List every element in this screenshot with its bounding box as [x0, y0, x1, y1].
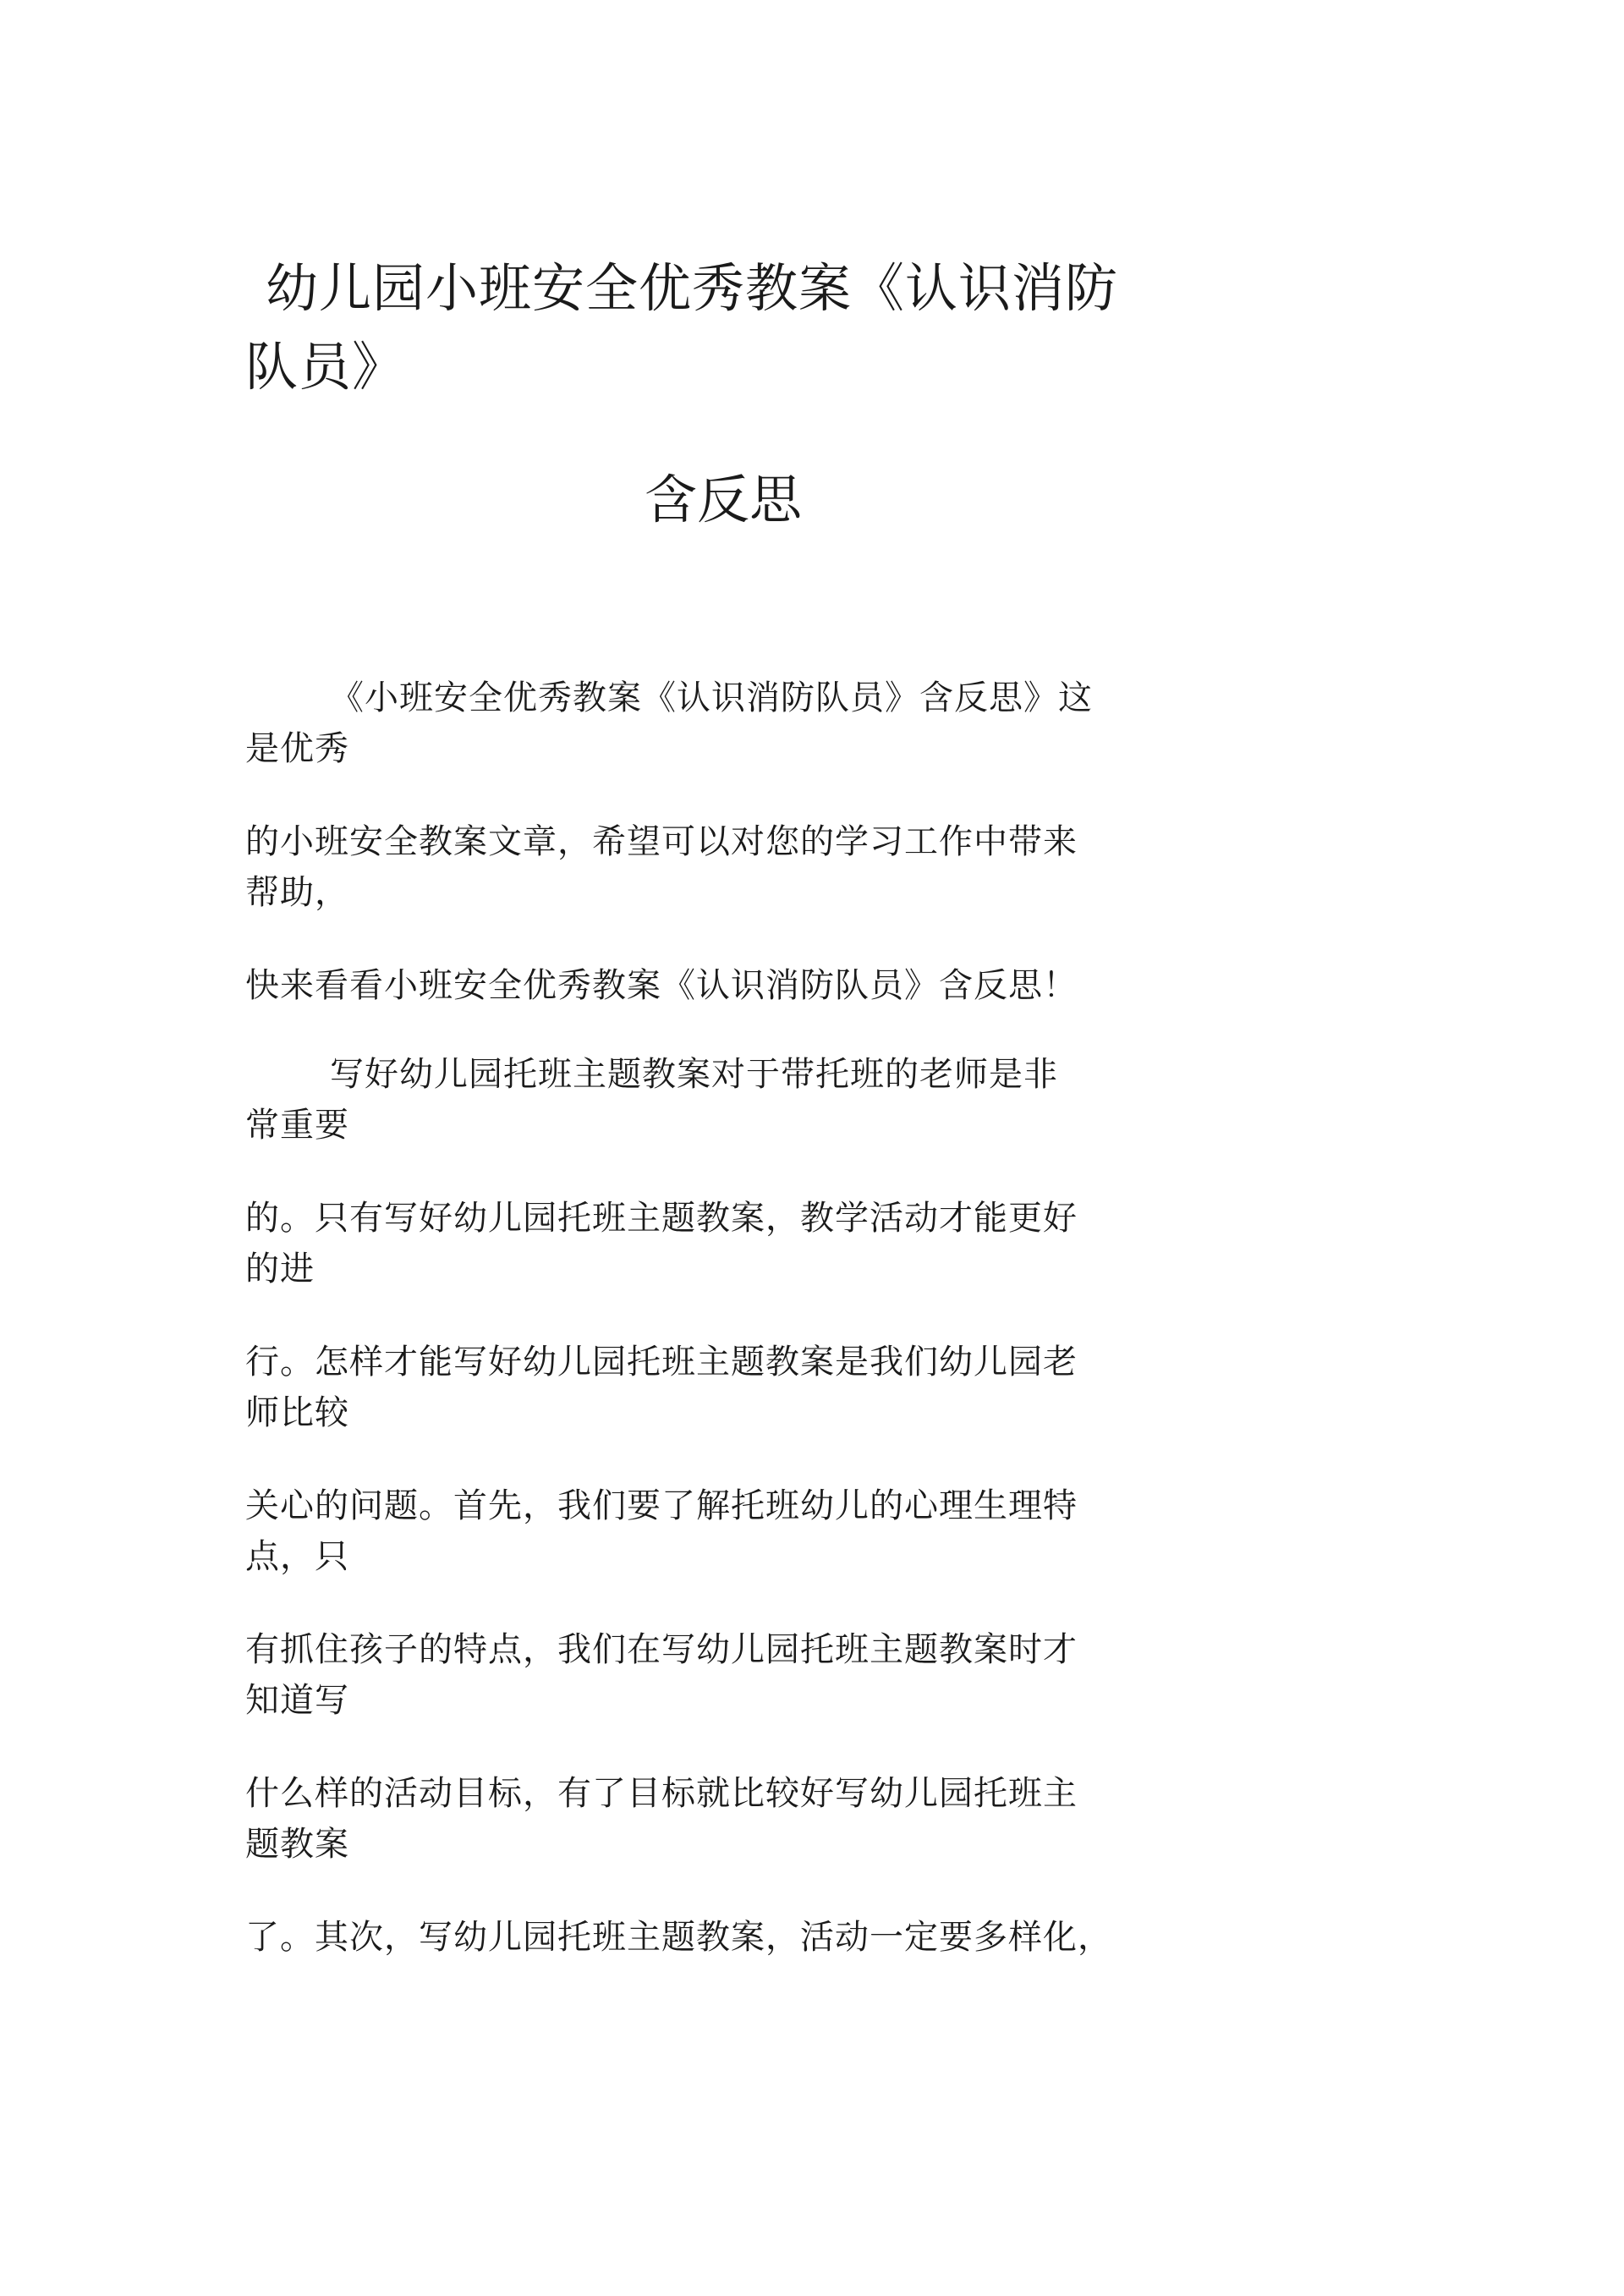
- paragraph-5: [245, 1193, 1226, 1294]
- paragraph-line: 什么样的活动目标，有了目标就比较好写幼儿园托班主: [245, 1774, 1078, 1813]
- paragraph-line: 常重要: [245, 1106, 349, 1145]
- paragraph-3: [245, 960, 1226, 1011]
- paragraph-10: [245, 1912, 1226, 1963]
- document-title-line-1: 幼儿园小班安全优秀教案《认识消防: [266, 257, 1119, 319]
- paragraph-1: [245, 673, 1311, 723]
- paragraph-line: 快来看看小班安全优秀教案《认识消防队员》含反思！: [245, 966, 1078, 1005]
- paragraph-6: [245, 1337, 1226, 1438]
- paragraph-line: 有抓住孩子的特点，我们在写幼儿园托班主题教案时才: [245, 1630, 1078, 1669]
- paragraph-line: 知道写: [245, 1681, 349, 1720]
- paragraph-line: 关心的问题。首先，我们要了解托班幼儿的心理生理特: [245, 1486, 1078, 1525]
- paragraph-line: 题教案: [245, 1825, 349, 1864]
- paragraph-8: [245, 1624, 1226, 1726]
- paragraph-line: 的小班安全教案文章，希望可以对您的学习工作中带来: [245, 822, 1078, 861]
- paragraph-line: 行。怎样才能写好幼儿园托班主题教案是我们幼儿园老: [245, 1343, 1078, 1381]
- paragraph-9: [245, 1768, 1226, 1870]
- paragraph-7: [245, 1480, 1226, 1582]
- paragraph-line: 了。其次，写幼儿园托班主题教案，活动一定要多样化，: [245, 1918, 1112, 1957]
- paragraph-line: 的进: [245, 1250, 315, 1288]
- paragraph-1-cont: [245, 723, 1226, 774]
- paragraph-line: 帮助，: [245, 873, 349, 912]
- paragraph-line: 写好幼儿园托班主题教案对于带托班的老师是非: [330, 1055, 1058, 1094]
- paragraph-line: 是优秀: [245, 729, 349, 768]
- paragraph-line: 《小班安全优秀教案《认识消防队员》含反思》这: [330, 678, 1093, 717]
- paragraph-4: [245, 1049, 1311, 1100]
- paragraph-line: 点，只: [245, 1537, 349, 1576]
- paragraph-line: 的。只有写好幼儿园托班主题教案，教学活动才能更好: [245, 1199, 1078, 1238]
- paragraph-line: 师比较: [245, 1393, 349, 1432]
- paragraph-2: [245, 816, 1226, 918]
- document-subtitle: 含反思: [645, 469, 803, 530]
- paragraph-4-cont: [245, 1100, 1226, 1151]
- document-title-line-2: 队员》: [245, 336, 406, 398]
